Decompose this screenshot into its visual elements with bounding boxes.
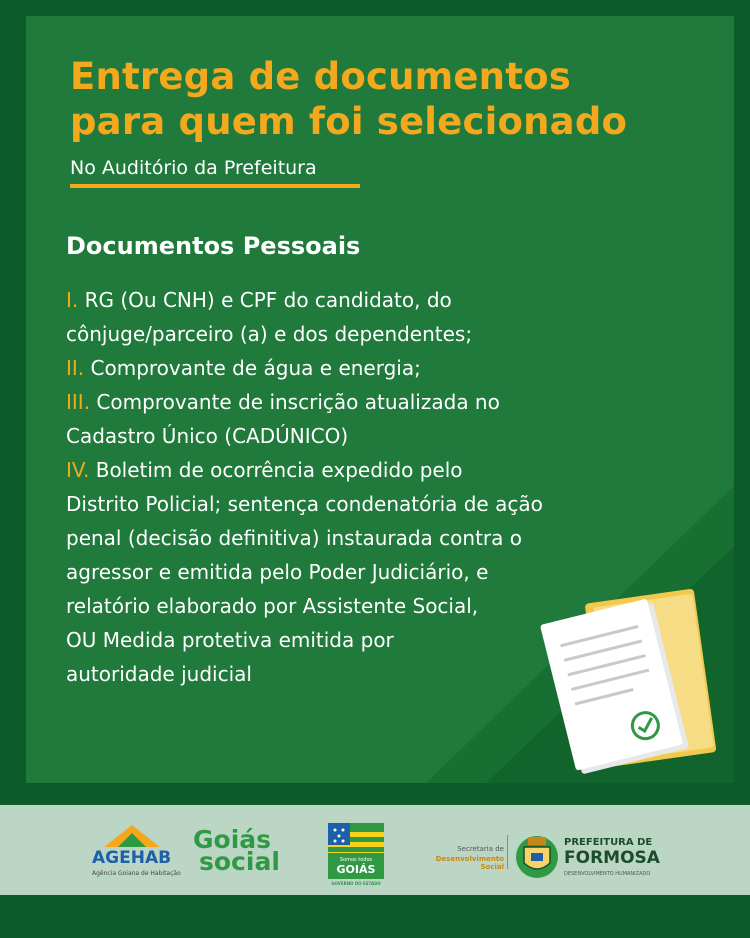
item-text: agressor e emitida pelo Poder Judiciário, e <box>66 560 489 584</box>
item-number: II. <box>66 356 85 380</box>
documents-icon <box>526 571 726 781</box>
item-number: I. <box>66 288 79 312</box>
footer-logos <box>0 805 750 895</box>
item-text: RG (Ou CNH) e CPF do candidato, do <box>78 288 452 312</box>
logo-separator <box>507 835 508 869</box>
list-item <box>66 351 686 385</box>
item-text: OU Medida protetiva emitida por <box>66 628 394 652</box>
title-line-2: para quem foi selecionado <box>70 100 628 143</box>
prefeitura-formosa-logo <box>514 805 664 895</box>
item-text: Boletim de ocorrência expedido pelo <box>89 458 463 482</box>
page-title <box>70 54 627 144</box>
item-text: Distrito Policial; sentença condenatória de ação <box>66 492 543 516</box>
goias-social-logo <box>193 805 293 895</box>
goias-social-line-2: social <box>199 847 280 876</box>
list-item <box>66 385 686 453</box>
item-text: penal (decisão definitiva) instaurada contra o <box>66 526 522 550</box>
subtitle-underline <box>70 184 360 188</box>
list-item <box>66 283 686 351</box>
section-heading: Documentos Pessoais <box>66 232 361 260</box>
coat-of-arms-icon <box>514 833 560 881</box>
somos-line-2: GOIÁS <box>336 863 376 876</box>
item-text: Comprovante de inscrição atualizada no <box>90 390 500 414</box>
pref-line-2: FORMOSA <box>564 848 660 868</box>
pref-line-3: DESENVOLVIMENTO HUMANIZADO <box>564 871 651 877</box>
bottom-bar <box>0 895 750 938</box>
agehab-name: AGEHAB <box>92 848 172 868</box>
item-number: III. <box>66 390 91 414</box>
somos-todos-goias-logo <box>328 805 386 895</box>
item-text: relatório elaborado por Assistente Social, <box>66 594 479 618</box>
item-text: cônjuge/parceiro (a) e dos dependentes; <box>66 322 473 346</box>
subtitle: No Auditório da Prefeitura <box>70 157 317 179</box>
item-text: autoridade judicial <box>66 662 252 686</box>
sec-line-1: Secretaria de <box>457 845 504 853</box>
house-icon <box>102 823 162 849</box>
item-number: IV. <box>66 458 90 482</box>
item-text: Cadastro Único (CADÚNICO) <box>66 424 349 448</box>
title-line-1: Entrega de documentos <box>70 55 571 98</box>
sec-line-2: Desenvolvimento Social <box>435 855 504 871</box>
item-text: Comprovante de água e energia; <box>84 356 421 380</box>
pref-line-1: PREFEITURA DE <box>564 837 653 848</box>
secretaria-logo <box>412 805 504 895</box>
agehab-logo <box>90 805 185 895</box>
somos-line-3: GOVERNO DO ESTADO <box>331 881 381 886</box>
agehab-tagline: Agência Goiana de Habitação <box>92 870 181 877</box>
goias-social-line-1: Goiás <box>193 825 272 854</box>
content-card <box>26 16 734 783</box>
goias-flag-icon <box>328 823 384 883</box>
somos-line-1: Somos todos <box>339 857 373 863</box>
